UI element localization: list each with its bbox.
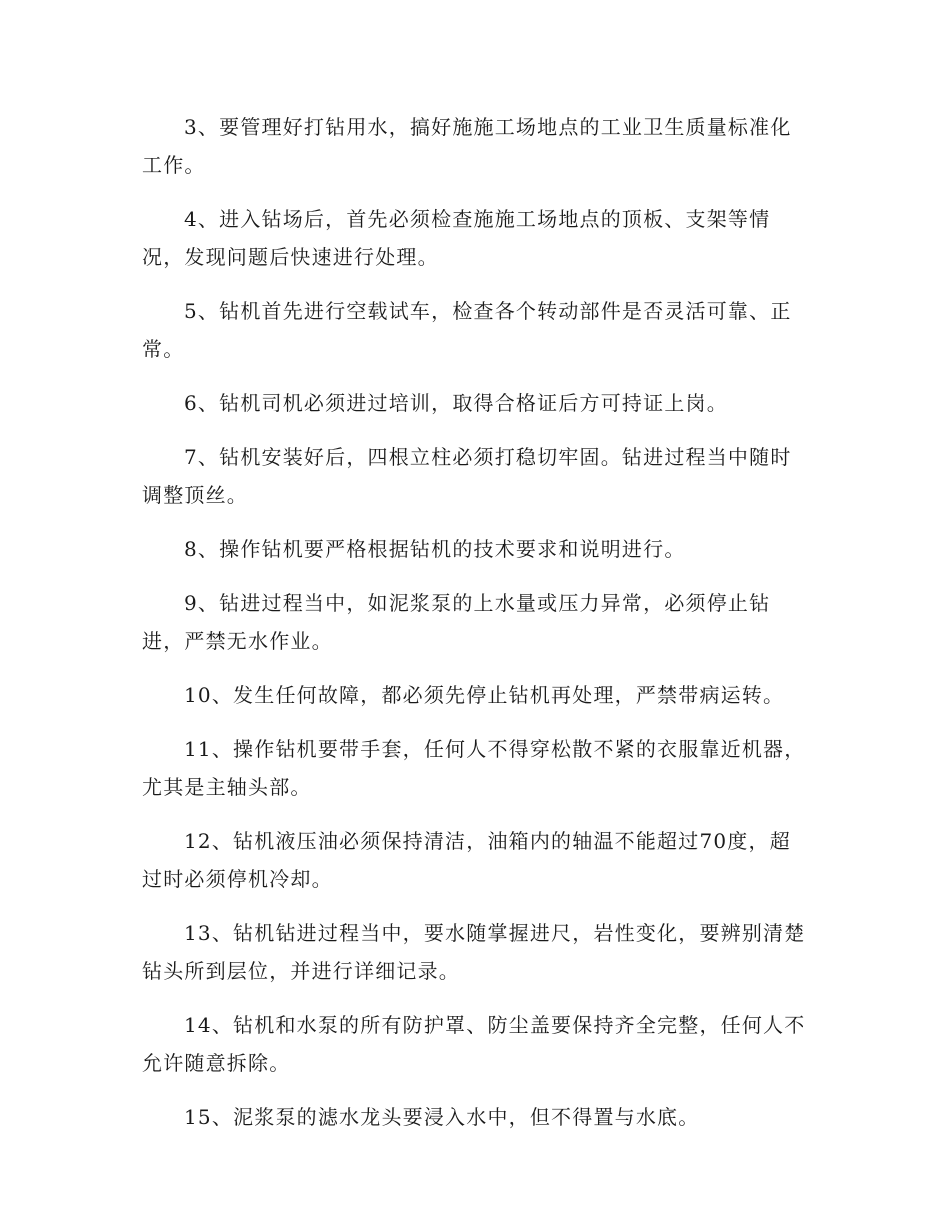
paragraph-item-6: 6、钻机司机必须进过培训，取得合格证后方可持证上岗。 [184, 391, 728, 415]
paragraph-item-4: 4、进入钻场后，首先必须检查施施工场地点的顶板、支架等情况，发现问题后快速进行处理。 [142, 207, 771, 269]
paragraph-item-14: 14、钻机和水泵的所有防护罩、防尘盖要保持齐全完整，任何人不允许随意拆除。 [142, 1013, 806, 1075]
paragraph-item-15: 15、泥浆泵的滤水龙头要浸入水中，但不得置与水底。 [184, 1105, 700, 1129]
paragraph-item-13: 13、钻机钻进过程当中，要水随掌握进尺，岩性变化，要辨别清楚钻头所到层位，并进行详细记录。 [142, 921, 806, 983]
paragraph-item-3: 3、要管理好打钻用水，搞好施施工场地点的工业卫生质量标准化工作。 [142, 115, 792, 177]
paragraph-item-5: 5、钻机首先进行空载试车，检查各个转动部件是否灵活可靠、正常。 [142, 299, 792, 361]
paragraph-item-11: 11、操作钻机要带手套，任何人不得穿松散不紧的衣服靠近机器，尤其是主轴头部。 [142, 737, 806, 799]
paragraph-item-12: 12、钻机液压油必须保持清洁，油箱内的轴温不能超过70度，超过时必须停机冷却。 [142, 829, 791, 891]
paragraph-item-8: 8、操作钻机要严格根据钻机的技术要求和说明进行。 [184, 537, 686, 561]
paragraph-item-9: 9、钻进过程当中，如泥浆泵的上水量或压力异常，必须停止钻进，严禁无水作业。 [142, 591, 771, 653]
paragraph-item-10: 10、发生任何故障，都必须先停止钻机再处理，严禁带病运转。 [184, 683, 785, 707]
document-body [142, 108, 812, 1152]
paragraph-item-7: 7、钻机安装好后，四根立柱必须打稳切牢固。钻进过程当中随时调整顶丝。 [142, 445, 792, 507]
